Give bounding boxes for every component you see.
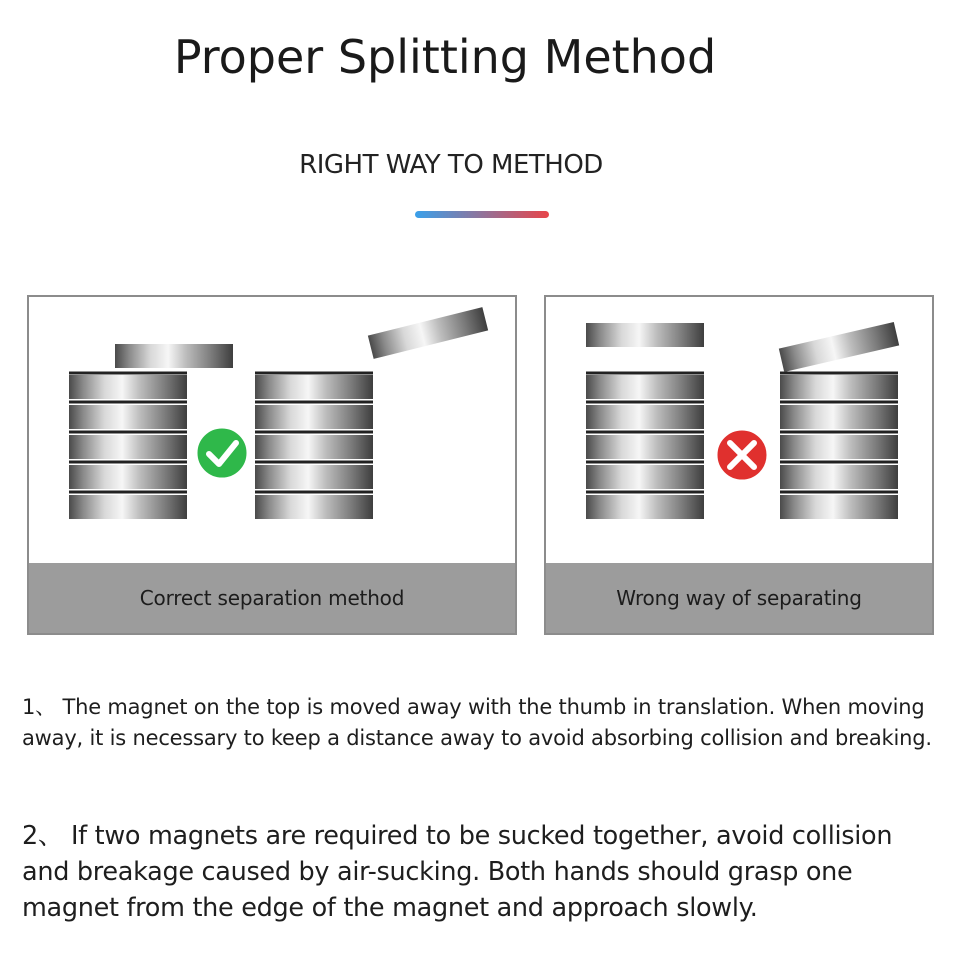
- magnet-stack-right: [780, 373, 898, 519]
- sliding-magnet: [115, 344, 233, 368]
- note-2: [22, 818, 942, 926]
- magnet-stack-left: [586, 373, 704, 519]
- magnet-stack-right: [255, 373, 373, 519]
- lifted-magnet: [586, 323, 704, 347]
- page-subtitle: RIGHT WAY TO METHOD: [299, 150, 603, 180]
- wrong-method-panel: [544, 295, 934, 635]
- panel-caption: Wrong way of separating: [546, 563, 932, 633]
- note-text: If two magnets are required to be sucked together, avoid collision and breakage caused by air-sucking. Both hands should grasp one magnet from the edge of the magnet and approach slowly.: [22, 821, 893, 923]
- tilted-magnet: [368, 307, 488, 359]
- checkmark-icon: [196, 427, 248, 479]
- panel-caption: Correct separation method: [29, 563, 515, 633]
- page-title: Proper Splitting Method: [173, 30, 717, 84]
- accent-divider: [415, 211, 549, 218]
- wrong-method-illustration: [546, 297, 932, 563]
- tilted-magnet: [779, 322, 899, 372]
- note-text: The magnet on the top is moved away with the thumb in translation. When moving away, it is necessary to keep a distance away to avoid absorbing collision and breaking.: [22, 695, 932, 750]
- correct-method-panel: [27, 295, 517, 635]
- correct-method-illustration: [29, 297, 515, 563]
- note-1: [22, 692, 942, 754]
- note-number: 2、: [22, 821, 64, 851]
- cross-icon: [716, 429, 768, 481]
- note-number: 1、: [22, 695, 56, 719]
- magnet-stack-left: [69, 373, 187, 519]
